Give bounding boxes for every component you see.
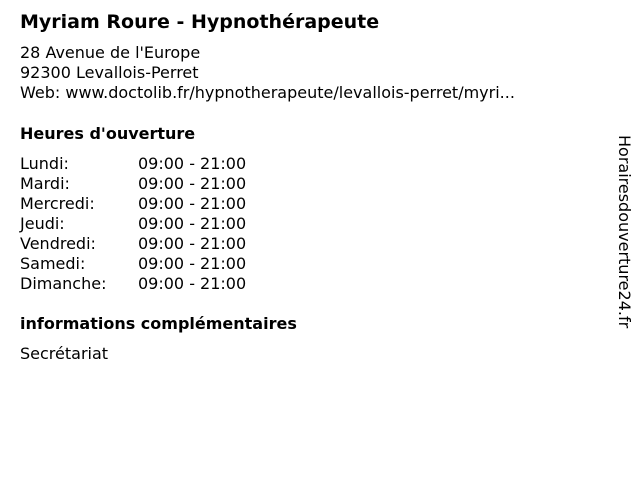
address-block (20, 43, 515, 103)
day-label: Samedi: (20, 254, 86, 273)
additional-info-text: Secrétariat (20, 344, 109, 363)
hours-row-tuesday (20, 174, 246, 194)
time-range: 09:00 - 21:00 (138, 214, 247, 233)
time-range: 09:00 - 21:00 (138, 254, 247, 273)
hours-row-sunday (20, 274, 246, 294)
site-brand-vertical: Horairesdouverture24.fr (615, 135, 634, 329)
day-label: Mercredi: (20, 194, 95, 213)
day-label: Mardi: (20, 174, 70, 193)
day-label: Vendredi: (20, 234, 96, 253)
hours-row-monday (20, 154, 246, 174)
hours-row-saturday (20, 254, 246, 274)
time-range: 09:00 - 21:00 (138, 194, 247, 213)
day-label: Lundi: (20, 154, 69, 173)
time-range: 09:00 - 21:00 (138, 154, 247, 173)
time-range: 09:00 - 21:00 (138, 274, 247, 293)
additional-info-heading: informations complémentaires (20, 314, 297, 333)
hours-row-thursday (20, 214, 246, 234)
time-range: 09:00 - 21:00 (138, 234, 247, 253)
time-range: 09:00 - 21:00 (138, 174, 247, 193)
hours-row-wednesday (20, 194, 246, 214)
opening-hours-list (20, 154, 246, 294)
address-city: 92300 Levallois-Perret (20, 63, 199, 82)
opening-hours-heading: Heures d'ouverture (20, 124, 196, 143)
address-street: 28 Avenue de l'Europe (20, 43, 201, 62)
hours-row-friday (20, 234, 246, 254)
day-label: Jeudi: (20, 214, 65, 233)
page-title: Myriam Roure - Hypnothérapeute (20, 11, 380, 33)
website-link[interactable]: Web: www.doctolib.fr/hypnotherapeute/levallois-perret/myri... (20, 83, 515, 102)
day-label: Dimanche: (20, 274, 107, 293)
